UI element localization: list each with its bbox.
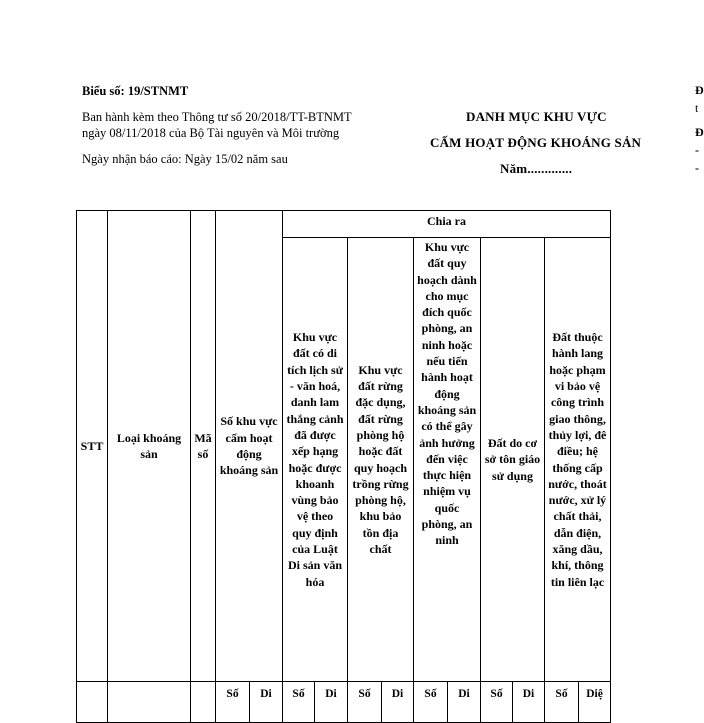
- sub-header-pair: [216, 682, 283, 723]
- category-heritage-sites: Khu vực đất có di tích lịch sử - văn hoá, danh lam thắng cảnh đã được xếp hạng hoặc được khoanh vùng bảo vệ theo quy định của Luật Di sản văn hóa: [283, 238, 348, 682]
- category-infrastructure-corridor: Đất thuộc hành lang hoặc phạm vi bảo vệ công trình giao thông, thủy lợi, đê điều; hệ thống cấp nước, thoát nước, xử lý chất thải, dẫn điện, xăng dầu, khí, thông tin liên lạc: [545, 238, 611, 682]
- title-line-1: DANH MỤC KHU VỰC: [466, 109, 607, 124]
- sub-header-area: Diệ: [579, 682, 611, 723]
- sub-header-area: Di: [382, 682, 414, 723]
- cut-off-text: Đ: [695, 125, 704, 139]
- sub-header-count: Số: [216, 682, 250, 722]
- title-line-2: CẤM HOẠT ĐỘNG KHOÁNG SẢN: [430, 135, 642, 150]
- cut-off-text: -: [695, 143, 699, 157]
- col-header-area-count: Số khu vực cấm hoạt động khoáng sản: [216, 211, 283, 682]
- col-header-code: Mã số: [191, 211, 216, 682]
- category-protected-forest: Khu vực đất rừng đặc dụng, đất rừng phòng hộ hoặc đất quy hoạch trồng rừng phòng hộ, khu bảo tồn địa chất: [348, 238, 414, 682]
- cut-off-text: t: [695, 101, 699, 115]
- sub-header-count: Số: [348, 682, 382, 723]
- sub-header-count: Số: [414, 682, 448, 723]
- cut-off-text: Đ: [695, 83, 704, 97]
- sub-header-count: Số: [283, 682, 315, 723]
- sub-header-area: Di: [260, 688, 272, 700]
- category-religious-land: Đất do cơ sở tôn giáo sử dụng: [481, 238, 545, 682]
- issued-with-line-1: Ban hành kèm theo Thông tư số 20/2018/TT-BTNMT: [82, 110, 352, 124]
- form-number: Biểu số: 19/STNMT: [82, 84, 189, 98]
- report-table: [76, 210, 611, 723]
- sub-header-area: Di: [448, 682, 481, 723]
- report-date: Ngày nhận báo cáo: Ngày 15/02 năm sau: [82, 152, 288, 166]
- sub-header-count: Số: [545, 682, 579, 723]
- col-header-mineral-type: Loại khoáng sản: [108, 211, 191, 682]
- category-defense-security: Khu vực đất quy hoạch dành cho mục đích quốc phòng, an ninh hoặc nếu tiến hành hoạt động khoáng sản có thể gây ảnh hưởng đến việc thực hiện nhiệm vụ quốc phòng, an ninh: [414, 238, 481, 682]
- group-header-breakdown: Chia ra: [283, 211, 611, 238]
- issued-with-line-2: ngày 08/11/2018 của Bộ Tài nguyên và Môi trường: [82, 126, 340, 140]
- title-year: Năm.............: [500, 161, 573, 176]
- sub-header-area: Di: [315, 682, 348, 723]
- col-header-stt: STT: [77, 211, 108, 682]
- sub-header-count: Số: [481, 682, 513, 723]
- cut-off-text: -: [695, 161, 699, 175]
- sub-header-area: Di: [513, 682, 545, 723]
